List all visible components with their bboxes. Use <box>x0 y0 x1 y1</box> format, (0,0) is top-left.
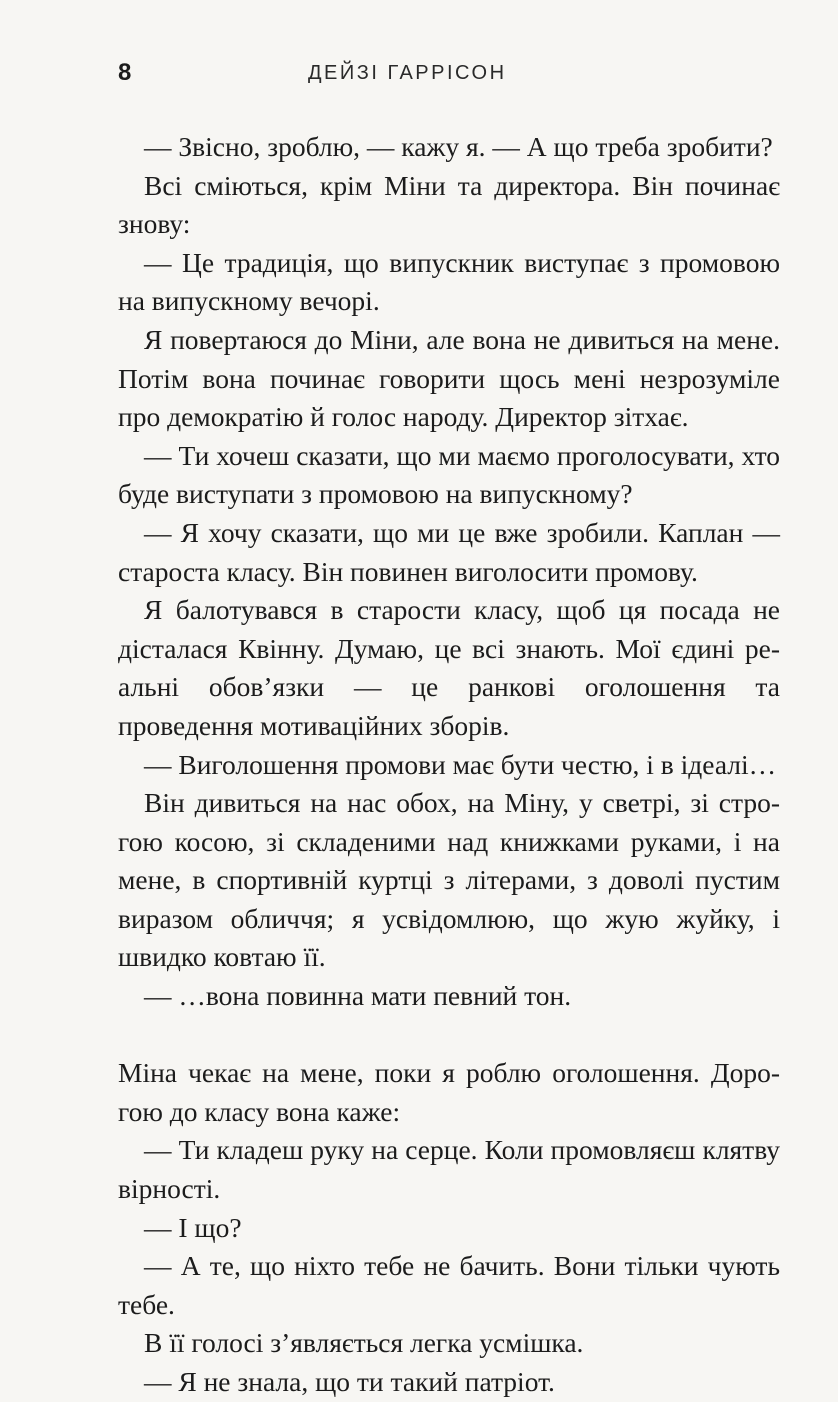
paragraph: Всі сміються, крім Міни та директора. Він починає знову: <box>118 169 780 240</box>
paragraph: В її голосі з’являється легка усмішка. <box>144 1327 584 1359</box>
section-break <box>118 1016 780 1055</box>
running-header <box>118 58 780 88</box>
paragraph: — Я не знала, що ти такий патріот. <box>144 1366 555 1397</box>
paragraph: — А те, що ніхто тебе не бачить. Вони тільки чують тебе. <box>118 1250 780 1320</box>
paragraph: — Ти кладеш руку на серце. Коли промовляєш клятву вірності. <box>118 1134 780 1205</box>
paragraph: Він дивиться на нас обох, на Міну, у светрі, зі строгою косою, зі складеними над книжками руками, і на мене, в спортивній куртці з літерами, з доволі пустим виразом обличчя; я усвідомлюю, що жую жуйку, і швидко ковтаю її. <box>118 787 780 973</box>
paragraph: — Виголошення промови має бути честю, і в ідеалі… <box>144 748 777 780</box>
paragraph: Я балотувався в старости класу, щоб ця посада не дісталася Квінну. Думаю, це всі знають. Мої єдині реальні обов’язки — це ранкові оголошення та проведення мотиваційних зборів. <box>118 594 780 741</box>
paragraph: — …вона повинна мати певний тон. <box>144 980 572 1012</box>
paragraph: — Звісно, зроблю, — кажу я. — А що треба зробити? <box>144 131 773 162</box>
body-text <box>118 128 780 1402</box>
running-title: ДЕЙЗІ ГАРРІСОН <box>308 62 507 84</box>
page-number: 8 <box>118 59 132 86</box>
paragraph: — Це традиція, що випускник виступає з промовою на випускному вечорі. <box>118 246 780 317</box>
paragraph: — І що? <box>144 1211 242 1243</box>
paragraph: — Я хочу сказати, що ми це вже зробили. Каплан — староста класу. Він повинен виголосити промову. <box>118 516 780 587</box>
paragraph: Я повертаюся до Міни, але вона не дивиться на мене. Потім вона починає говорити щось мені незрозуміле про демократію й голос народу. Директор зітхає. <box>118 323 780 433</box>
paragraph: Міна чекає на мене, поки я роблю оголошення. Дорогою до класу вона каже: <box>118 1057 780 1127</box>
paragraph: — Ти хочеш сказати, що ми маємо проголосувати, хто буде виступати з промовою на випускному? <box>118 439 780 510</box>
